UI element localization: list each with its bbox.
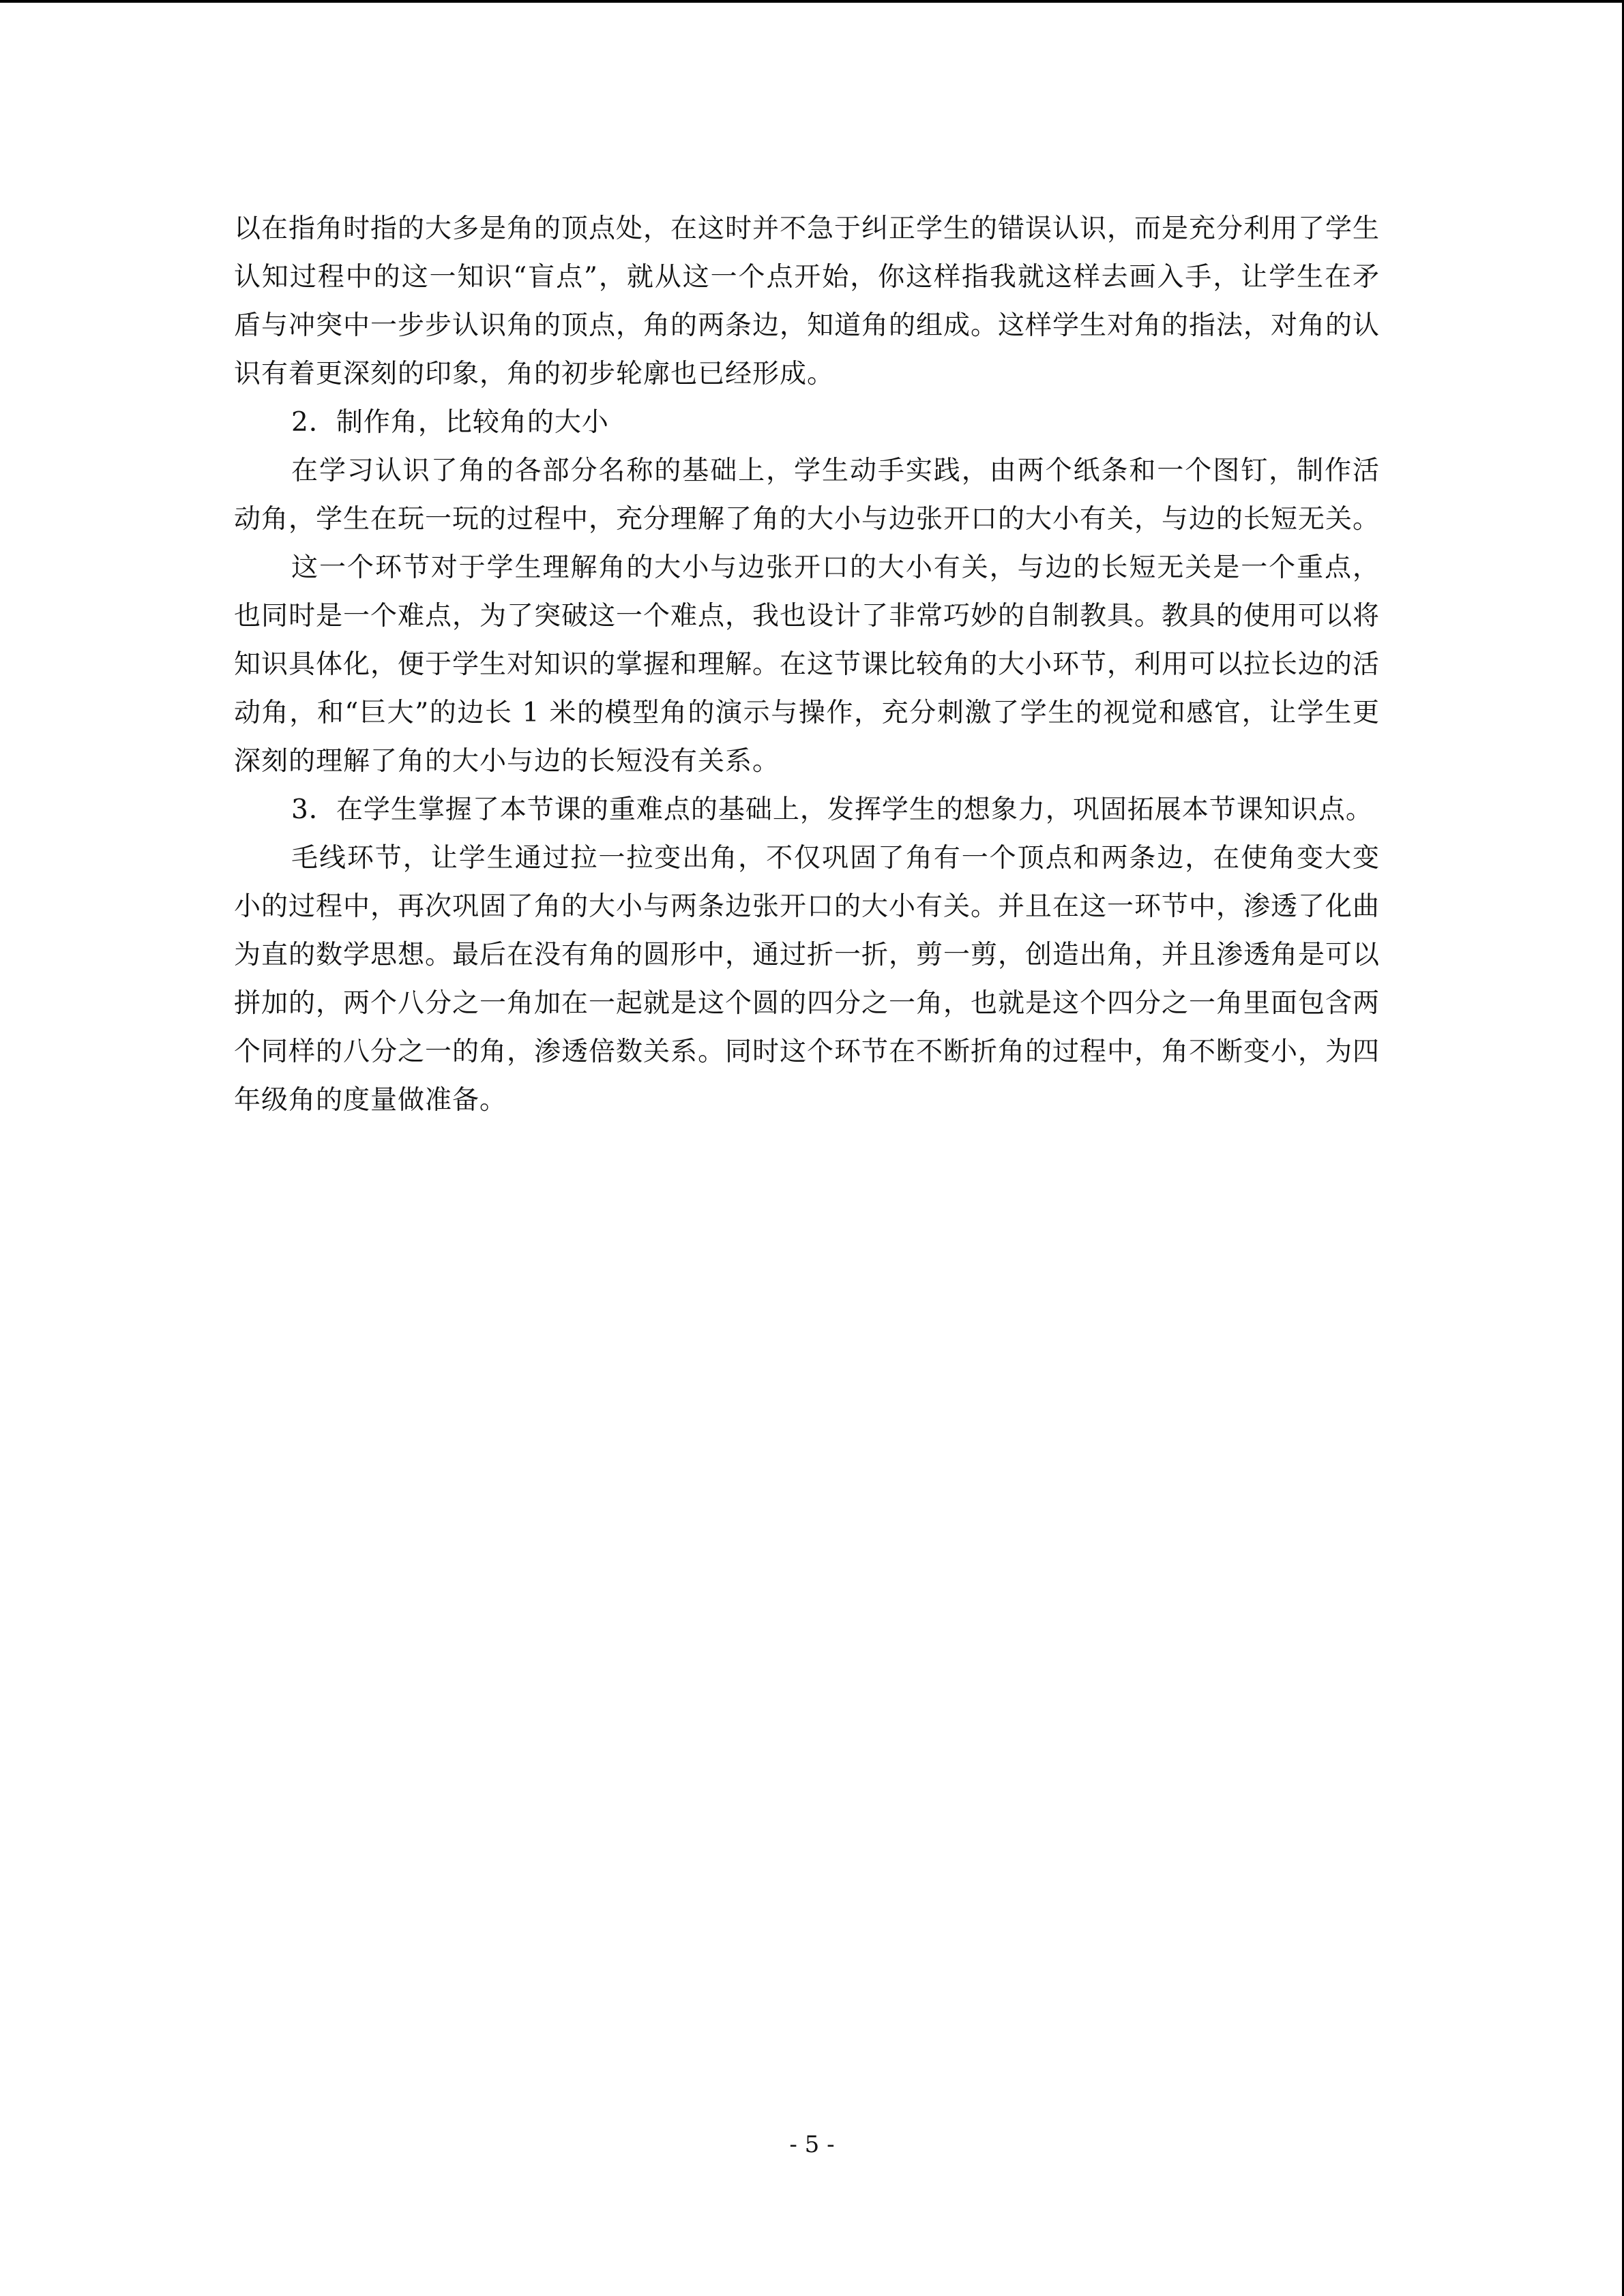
page-top-border	[0, 0, 1624, 3]
paragraph-teaching-aid: 这一个环节对于学生理解角的大小与边张开口的大小有关，与边的长短无关是一个重点，也同时是一个难点，为了突破这一个难点，我也设计了非常巧妙的自制教具。教具的使用可以将知识具体化，便于学生对知识的掌握和理解。在这节课比较角的大小环节，利用可以拉长边的活动角，和“巨大”的边长 1 米的模型角的演示与操作，充分刺激了学生的视觉和感官，让学生更深刻的理解了角的大小与边的长短没有关系。	[234, 552, 1381, 777]
document-body	[234, 205, 1380, 1124]
page-number: - 5 -	[789, 2131, 835, 2158]
paragraph-yarn-activity: 毛线环节，让学生通过拉一拉变出角，不仅巩固了角有一个顶点和两条边，在使角变大变小的过程中，再次巩固了角的大小与两条边张开口的大小有关。并且在这一环节中，渗透了化曲为直的数学思想。最后在没有角的圆形中，通过折一折，剪一剪，创造出角，并且渗透角是可以拼加的，两个八分之一角加在一起就是这个圆的四分之一角，也就是这个四分之一角里面包含两个同样的八分之一的角，渗透倍数关系。同时这个环节在不断折角的过程中，角不断变小，为四年级角的度量做准备。	[234, 843, 1381, 1116]
paragraph-activity-angle: 在学习认识了角的各部分名称的基础上，学生动手实践，由两个纸条和一个图钉，制作活动角，学生在玩一玩的过程中，充分理解了角的大小与边张开口的大小有关，与边的长短无关。	[234, 456, 1381, 535]
paragraph-continuation: 以在指角时指的大多是角的顶点处，在这时并不急于纠正学生的错误认识，而是充分利用了学生认知过程中的这一知识“盲点”，就从这一个点开始，你这样指我就这样去画入手，让学生在矛盾与冲突中一步步认识角的顶点，角的两条边，知道角的组成。这样学生对角的指法，对角的认识有着更深刻的印象，角的初步轮廓也已经形成。	[234, 213, 1381, 389]
section-heading-consolidate: 3．在学生掌握了本节课的重难点的基础上，发挥学生的想象力，巩固拓展本节课知识点。	[291, 794, 1373, 825]
section-heading-make-angle: 2．制作角，比较角的大小	[291, 407, 609, 438]
